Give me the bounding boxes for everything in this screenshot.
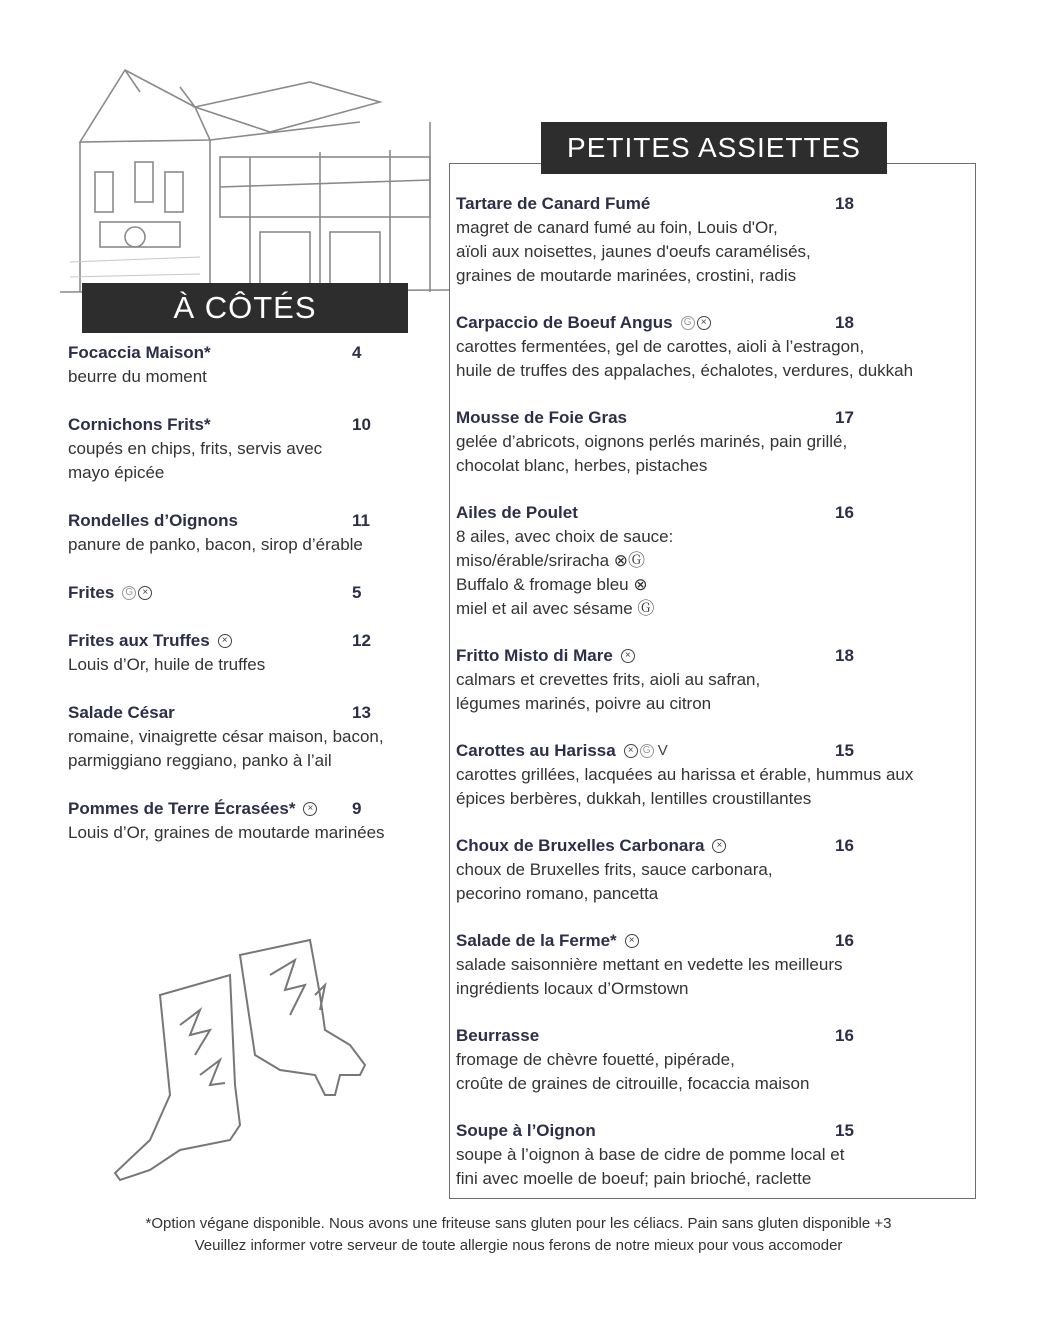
menu-item-name: Choux de Bruxelles Carbonara [456, 836, 705, 855]
menu-item-header [68, 581, 438, 605]
petites-menu-list [456, 192, 971, 1214]
menu-item-header [456, 192, 971, 216]
menu-item [68, 413, 438, 485]
section-banner-petites [541, 122, 887, 174]
menu-item-price: 16 [835, 836, 854, 855]
menu-item [456, 644, 971, 716]
dietary-icons [621, 644, 635, 668]
menu-item-description: carottes grillées, lacquées au harissa et érable, hummus aux épices berbères, dukkah, lentilles croustillantes [456, 765, 914, 808]
menu-item [456, 311, 971, 383]
menu-item-price: 16 [835, 931, 854, 950]
menu-item-description: fromage de chèvre fouetté, pipérade, croûte de graines de citrouille, focaccia maison [456, 1050, 810, 1093]
menu-item-price: 16 [835, 503, 854, 522]
menu-item [456, 1024, 971, 1096]
cowboy-boots-illustration [110, 935, 380, 1190]
dietary-icons [712, 834, 726, 858]
menu-item [68, 701, 438, 773]
menu-item-price: 11 [352, 511, 370, 530]
menu-item-header [456, 1024, 971, 1048]
menu-item-name: Pommes de Terre Écrasées* [68, 799, 296, 818]
menu-item-price: 4 [352, 343, 362, 362]
menu-item-description: beurre du moment [68, 367, 207, 386]
menu-item-description: soupe à l’oignon à base de cidre de pomme local et fini avec moelle de boeuf; pain brioché, raclette [456, 1145, 845, 1188]
dietary-icons [303, 797, 317, 821]
menu-item-name: Frites [68, 583, 115, 602]
menu-item [456, 406, 971, 478]
menu-item [456, 739, 971, 811]
menu-item-name: Beurrasse [456, 1026, 540, 1045]
menu-item [68, 581, 438, 605]
menu-item-header [68, 341, 438, 365]
menu-item-name: Focaccia Maison* [68, 343, 211, 362]
dairy-free-icon: × [303, 802, 317, 816]
dairy-free-icon: × [697, 316, 711, 330]
gluten-free-icon: G [122, 586, 136, 600]
menu-item-name: Rondelles d’Oignons [68, 511, 239, 530]
dietary-icons [122, 581, 152, 605]
menu-item [456, 1119, 971, 1191]
menu-item-name: Ailes de Poulet [456, 503, 578, 522]
menu-item-description: salade saisonnière mettant en vedette les meilleurs ingrédients locaux d’Ormstown [456, 955, 843, 998]
menu-item-description: Louis d’Or, huile de truffes [68, 655, 266, 674]
menu-item-header [68, 413, 438, 437]
gluten-free-icon: G [681, 316, 695, 330]
menu-item-name: Carottes au Harissa [456, 741, 616, 760]
vegan-icon: V [657, 742, 668, 759]
menu-item-header [456, 311, 971, 335]
footer-line-2: Veuillez informer votre serveur de toute allergie nous ferons de notre mieux pour vous accomoder [194, 1237, 843, 1254]
menu-item-price: 5 [352, 583, 362, 602]
menu-item-name: Cornichons Frits* [68, 415, 211, 434]
dietary-icons [624, 739, 668, 763]
menu-item-price: 13 [352, 703, 371, 722]
section-title-cotes: À CÔTÉS [173, 290, 317, 325]
dairy-free-icon: × [138, 586, 152, 600]
dietary-icons [625, 929, 639, 953]
menu-item-description: panure de panko, bacon, sirop d’érable [68, 535, 363, 554]
menu-item-price: 12 [352, 631, 371, 650]
menu-item-header [68, 629, 438, 653]
menu-item-description: Louis d’Or, graines de moutarde marinées [68, 823, 385, 842]
menu-item-header [456, 834, 971, 858]
menu-item [68, 341, 438, 389]
menu-item-header [68, 797, 438, 821]
menu-item-header [456, 406, 971, 430]
menu-item [456, 501, 971, 621]
dietary-icons [218, 629, 232, 653]
dairy-free-icon: × [218, 634, 232, 648]
menu-item [456, 192, 971, 288]
menu-item-header [456, 929, 971, 953]
menu-item-name: Fritto Misto di Mare [456, 646, 613, 665]
menu-item-price: 18 [835, 646, 854, 665]
menu-item-description: calmars et crevettes frits, aioli au safran, légumes marinés, poivre au citron [456, 670, 761, 713]
cotes-menu-list [68, 341, 438, 869]
menu-item-price: 10 [352, 415, 371, 434]
menu-item-price: 15 [835, 1121, 854, 1140]
footer-line-1: *Option végane disponible. Nous avons une friteuse sans gluten pour les céliacs. Pain sans gluten disponible +3 [145, 1215, 892, 1232]
menu-item-description: carottes fermentées, gel de carottes, aioli à l’estragon, huile de truffes des appalaches, échalotes, verdures, dukkah [456, 337, 914, 380]
menu-item-price: 18 [835, 313, 854, 332]
section-banner-cotes [82, 283, 408, 333]
menu-item-name: Mousse de Foie Gras [456, 408, 627, 427]
dietary-icons [681, 311, 711, 335]
menu-item-name: Frites aux Truffes [68, 631, 210, 650]
dairy-free-icon: × [624, 744, 638, 758]
menu-item-name: Salade de la Ferme* [456, 931, 617, 950]
menu-item-description: choux de Bruxelles frits, sauce carbonara, pecorino romano, pancetta [456, 860, 773, 903]
menu-item-header [68, 509, 438, 533]
menu-item-header [456, 739, 971, 763]
dairy-free-icon: × [621, 649, 635, 663]
menu-item-price: 15 [835, 741, 854, 760]
menu-item-header [456, 501, 971, 525]
menu-item [68, 509, 438, 557]
menu-item [456, 929, 971, 1001]
menu-item [456, 834, 971, 906]
menu-item-name: Carpaccio de Boeuf Angus [456, 313, 673, 332]
menu-item-price: 9 [352, 799, 362, 818]
menu-item-price: 17 [835, 408, 854, 427]
menu-item-description: gelée d’abricots, oignons perlés marinés, pain grillé, chocolat blanc, herbes, pistaches [456, 432, 848, 475]
footer-notes [0, 1213, 1037, 1257]
menu-item-description: 8 ailes, avec choix de sauce: miso/érable/sriracha ⊗Ⓖ Buffalo & fromage bleu ⊗ miel et ail avec sésame Ⓖ [456, 527, 674, 618]
section-title-petites: PETITES ASSIETTES [567, 132, 861, 163]
dairy-free-icon: × [625, 934, 639, 948]
menu-item-header [68, 701, 438, 725]
menu-item-description: magret de canard fumé au foin, Louis d'Or, aïoli aux noisettes, jaunes d'oeufs caramélisés, graines de moutarde marinées, crostini, radis [456, 218, 811, 285]
menu-item-price: 18 [835, 194, 854, 213]
gluten-free-icon: G [640, 744, 654, 758]
menu-item [68, 797, 438, 845]
menu-item-name: Salade César [68, 703, 175, 722]
menu-item-price: 16 [835, 1026, 854, 1045]
menu-item-name: Tartare de Canard Fumé [456, 194, 651, 213]
menu-item-name: Soupe à l’Oignon [456, 1121, 596, 1140]
dairy-free-icon: × [712, 839, 726, 853]
menu-item [68, 629, 438, 677]
menu-item-description: romaine, vinaigrette césar maison, bacon, parmiggiano reggiano, panko à l’ail [68, 727, 384, 770]
menu-item-header [456, 644, 971, 668]
menu-item-description: coupés en chips, frits, servis avec mayo épicée [68, 439, 323, 482]
menu-item-header [456, 1119, 971, 1143]
